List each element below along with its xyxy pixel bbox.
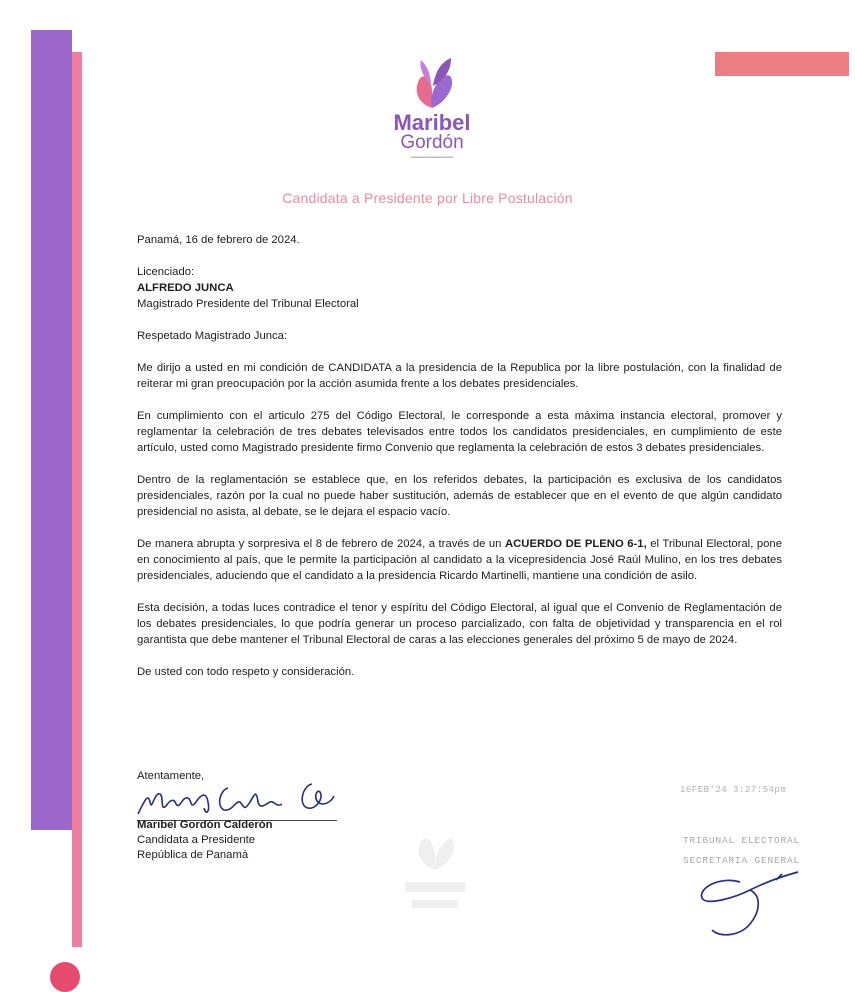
paragraph-2: En cumplimiento con el articulo 275 del Código Electoral, le corresponde a esta máxima instancia electoral, promover y reglamentar la celebración de tres debates televisados entre todos los candidatos presidenciales, en cumplimiento de este artículo, usted como Magistrado presidente firmo Convenio que reglamenta la celebración de estos 3 debates presidenciales. — [137, 410, 782, 454]
letterhead-subtitle: Candidata a Presidente por Libre Postulación — [282, 190, 573, 206]
left-bar-gap — [31, 830, 72, 947]
top-right-pink-tab — [715, 52, 849, 76]
recipient-name: ALFREDO JUNCA — [137, 282, 234, 294]
paragraph-1: Me dirijo a usted en mi condición de CANDIDATA a la presidencia de la Republica por la libre postulación, con la finalidad de reiterar mi gran preocupación por la acción asumida frente a los debates presidenciales. — [137, 362, 782, 390]
campaign-logo — [390, 56, 474, 160]
signer-role: Candidata a Presidente — [137, 834, 256, 846]
signer-country: República de Panamá — [137, 849, 249, 861]
salutation: Respetado Magistrado Junca: — [137, 330, 288, 342]
recipient-title: Licenciado: — [137, 266, 195, 278]
recipient-block — [137, 264, 782, 312]
letter-body — [137, 232, 782, 696]
recipient-role: Magistrado Presidente del Tribunal Electoral — [137, 298, 359, 310]
watermark-logo-icon — [400, 820, 470, 930]
paragraph-4 — [137, 536, 782, 584]
stamp-signature — [680, 852, 820, 942]
stamp-line-1: TRIBUNAL ELECTORAL — [683, 835, 801, 846]
signer-name: Maribel Gordón Calderón — [137, 819, 273, 831]
stamp-received-time: 16FEB'24 3:27:54pm — [680, 785, 787, 795]
paragraph-4-start: De manera abrupta y sorpresiva el 8 de febrero de 2024, a través de un — [137, 538, 505, 550]
valediction: Atentamente, — [137, 770, 205, 782]
logo-first-name: Maribel — [393, 110, 471, 135]
left-pink-bar — [72, 52, 82, 947]
paragraph-4-end: el Tribunal Electoral, pone en conocimiento al país, que le permite la participación al candidato a la vicepresidencia José Raúl Mulino, en los tres debates presidenciales, aduciendo que el candidato a la presidencia Ricardo Martinelli, mantiene una condición de asilo. — [137, 538, 782, 582]
date-line: Panamá, 16 de febrero de 2024. — [137, 234, 300, 246]
stamp-line-2: SECRETARIA GENERAL — [683, 855, 801, 866]
left-purple-bar — [31, 30, 72, 830]
logo-tagline: ▬▬▬▬▬▬▬▬ — [410, 154, 454, 160]
logo-last-name: Gordón — [400, 132, 464, 153]
closing-line: De usted con todo respeto y consideración. — [137, 666, 355, 678]
paragraph-3: Dentro de la reglamentación se establece que, en los referidos debates, la participación es exclusiva de los candidatos presidenciales, razón por la cual no puede haber sustitución, además de establecer que en el evento de que algún candidato presidencial no asista, al debate, se le dejara el espacio vacío. — [137, 474, 782, 518]
paragraph-4-bold: ACUERDO DE PLENO 6-1, — [504, 538, 647, 550]
bottom-pink-dot — [50, 962, 80, 992]
butterfly-logo-icon — [405, 56, 459, 112]
signature-block — [137, 769, 377, 863]
paragraph-5: Esta decisión, a todas luces contradice el tenor y espíritu del Código Electoral, al igual que el Convenio de Reglamentación de los debates presidenciales, lo que podría generar un proceso parcializado, con falta de objetividad y transparencia en el rol garantista que debe mantener el Tribunal Electoral de caras a las elecciones generales del próximo 5 de mayo de 2024. — [137, 602, 782, 646]
